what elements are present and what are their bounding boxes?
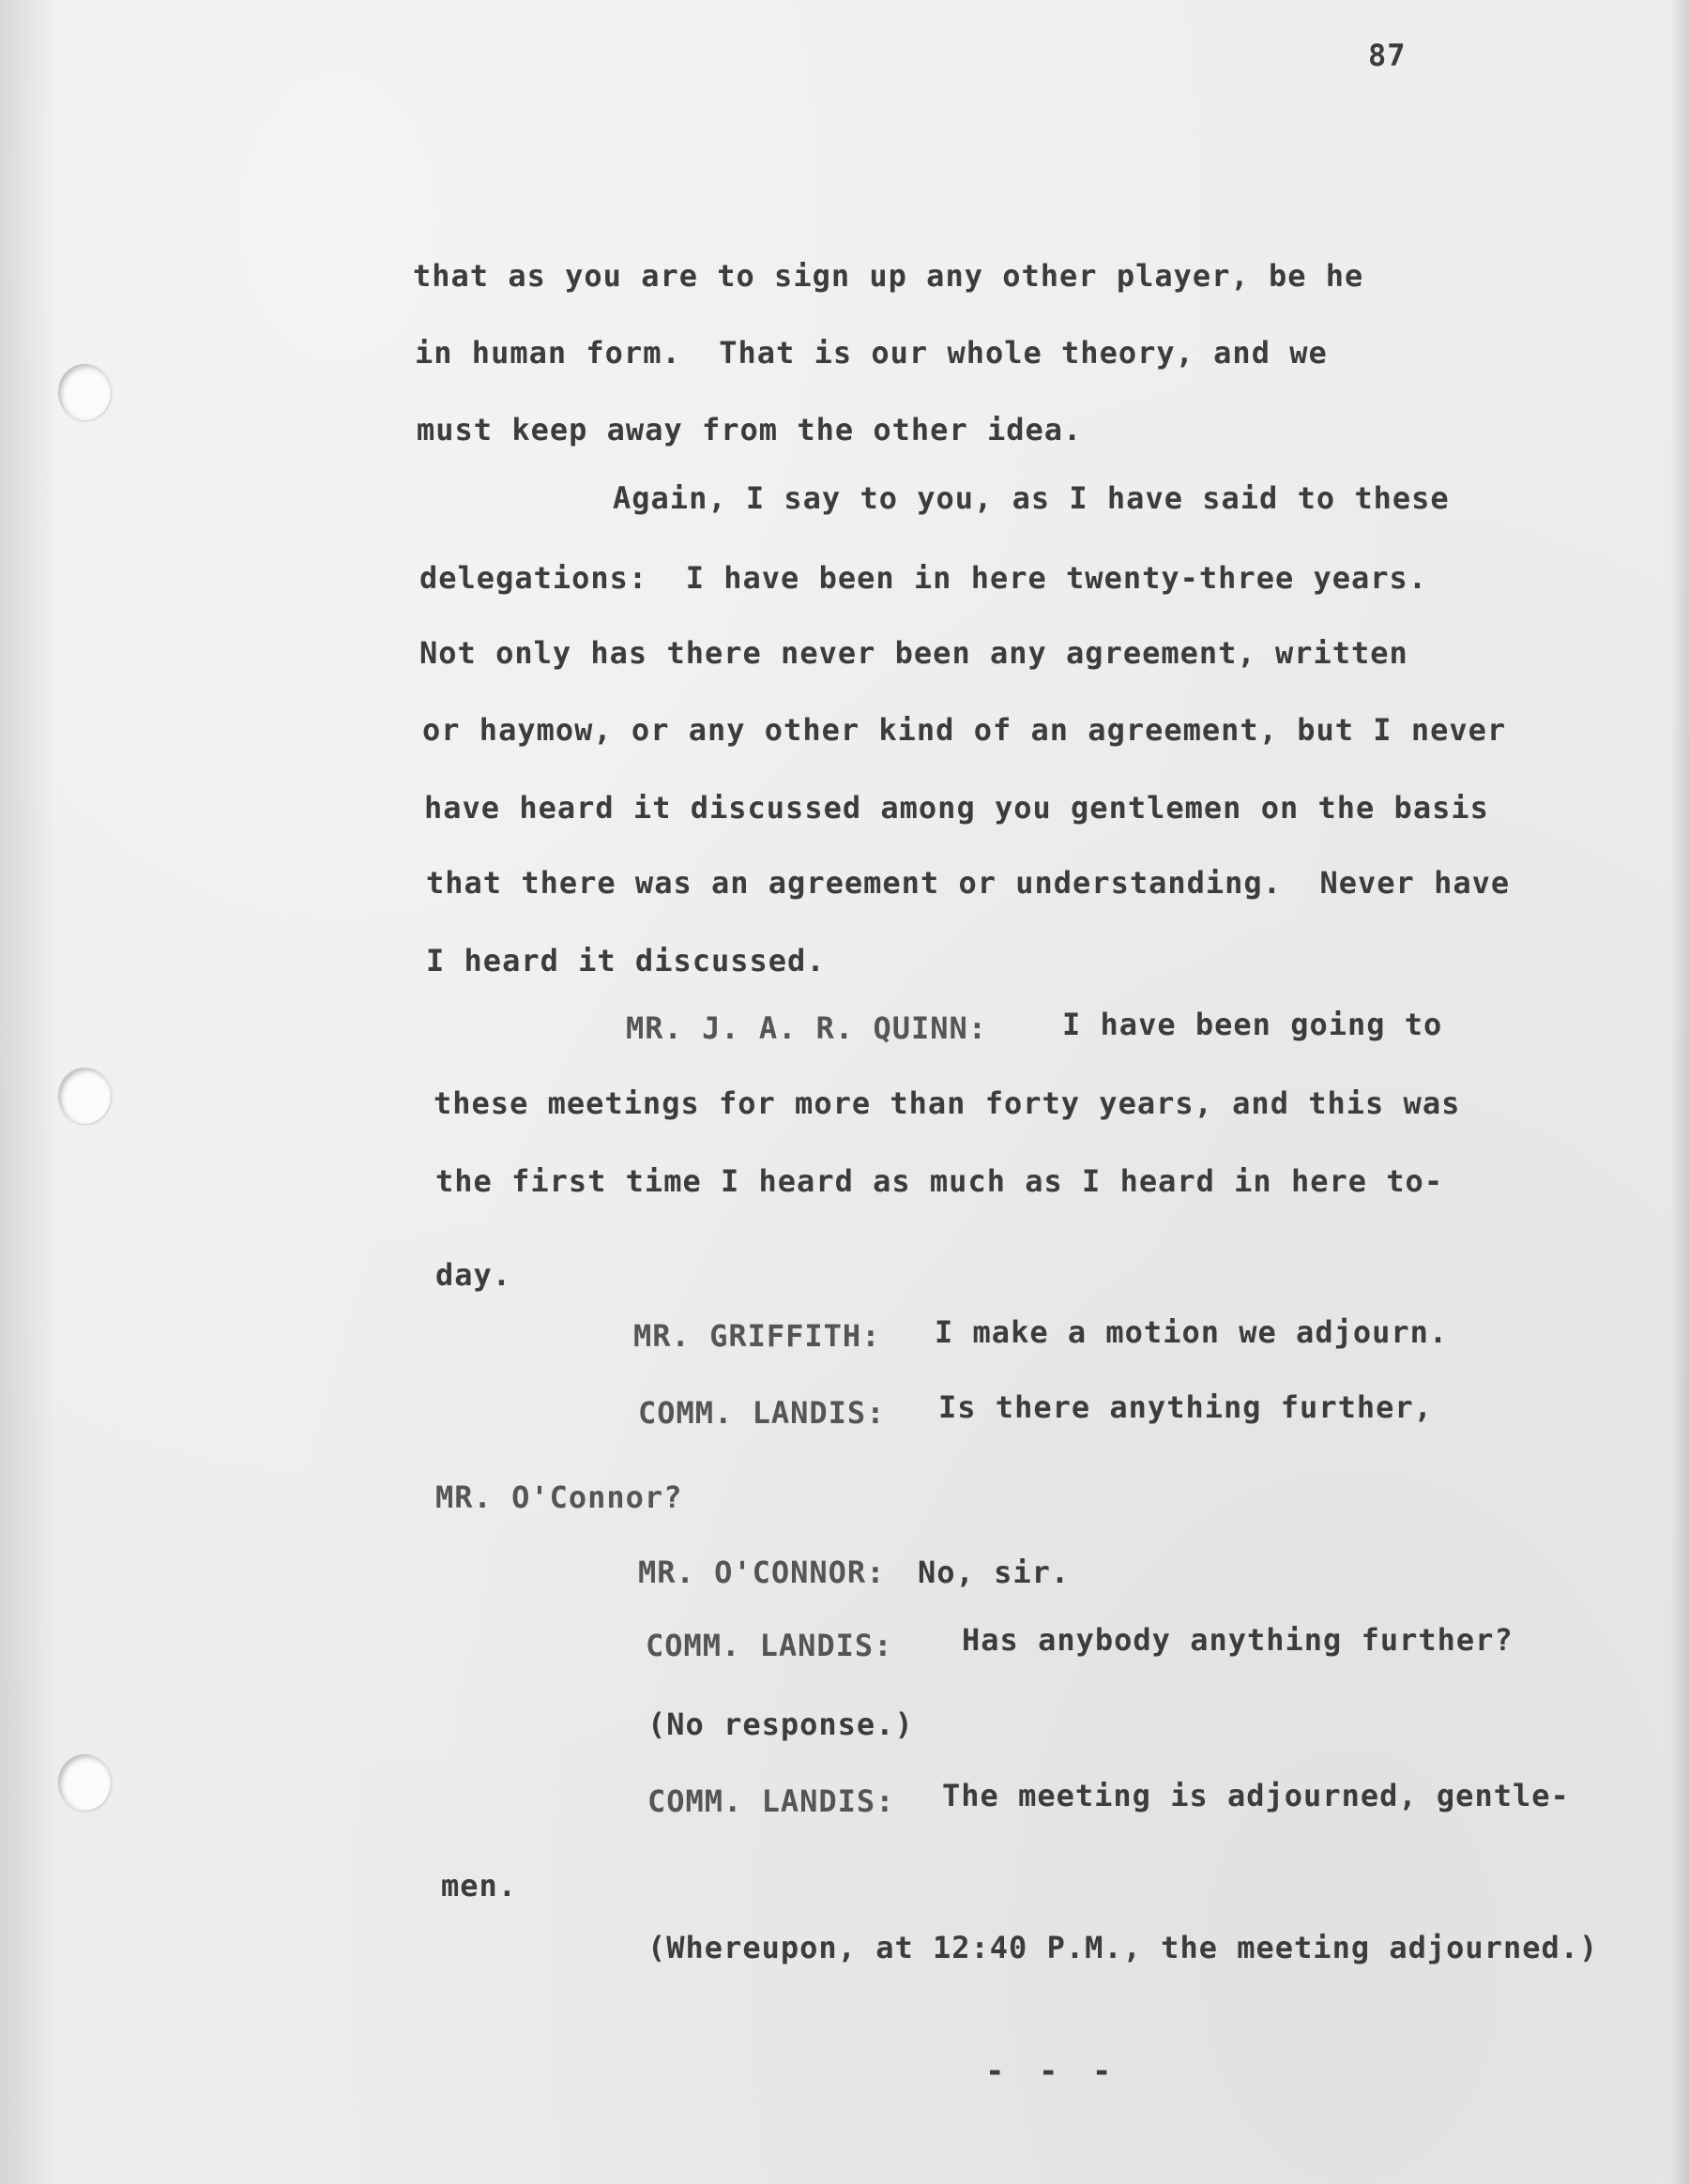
text-line: Again, I say to you, as I have said to these (613, 480, 1450, 516)
page-number: 87 (1368, 38, 1407, 73)
speaker-label: MR. O'Connor? (435, 1479, 683, 1515)
text-line: men. (441, 1868, 518, 1903)
text-line: have heard it discussed among you gentlemen on the basis (424, 790, 1489, 826)
speaker-label: COMM. LANDIS: (646, 1628, 893, 1663)
speaker-label: COMM. LANDIS: (638, 1395, 886, 1431)
text-line: or haymow, or any other kind of an agreement, but I never (422, 712, 1507, 748)
text-line: I have been going to (1062, 1007, 1443, 1042)
text-line: that there was an agreement or understanding. Never have (426, 865, 1511, 901)
text-line: I make a motion we adjourn. (935, 1314, 1449, 1350)
punch-hole-top (58, 364, 111, 420)
end-mark: - - - (985, 2053, 1119, 2090)
text-line: that as you are to sign up any other player, be he (413, 258, 1364, 294)
text-line: Has anybody anything further? (962, 1622, 1514, 1658)
punch-hole-bottom (58, 1754, 111, 1811)
text-line: No, sir. (918, 1555, 1071, 1590)
text-line: the first time I heard as much as I heard in here to- (435, 1163, 1444, 1199)
text-line: these meetings for more than forty years, and this was (434, 1085, 1461, 1121)
punch-hole-middle (58, 1068, 111, 1124)
speaker-label: MR. GRIFFITH: (633, 1318, 881, 1354)
text-line: day. (435, 1257, 512, 1293)
text-line: The meeting is adjourned, gentle- (942, 1778, 1570, 1813)
text-line: delegations: I have been in here twenty-three years. (419, 560, 1428, 596)
text-line: Not only has there never been any agreement, written (419, 635, 1408, 671)
text-line: Is there anything further, (938, 1389, 1433, 1425)
text-line: in human form. That is our whole theory, and we (415, 335, 1328, 371)
speaker-label: COMM. LANDIS: (647, 1783, 895, 1819)
speaker-label: MR. O'CONNOR: (638, 1555, 886, 1590)
text-line: I heard it discussed. (426, 943, 826, 978)
speaker-label: MR. J. A. R. QUINN: (626, 1010, 988, 1046)
stage-direction: (No response.) (647, 1706, 914, 1742)
text-line: must keep away from the other idea. (417, 412, 1083, 447)
closing-note: (Whereupon, at 12:40 P.M., the meeting adjourned.) (647, 1930, 1599, 1965)
